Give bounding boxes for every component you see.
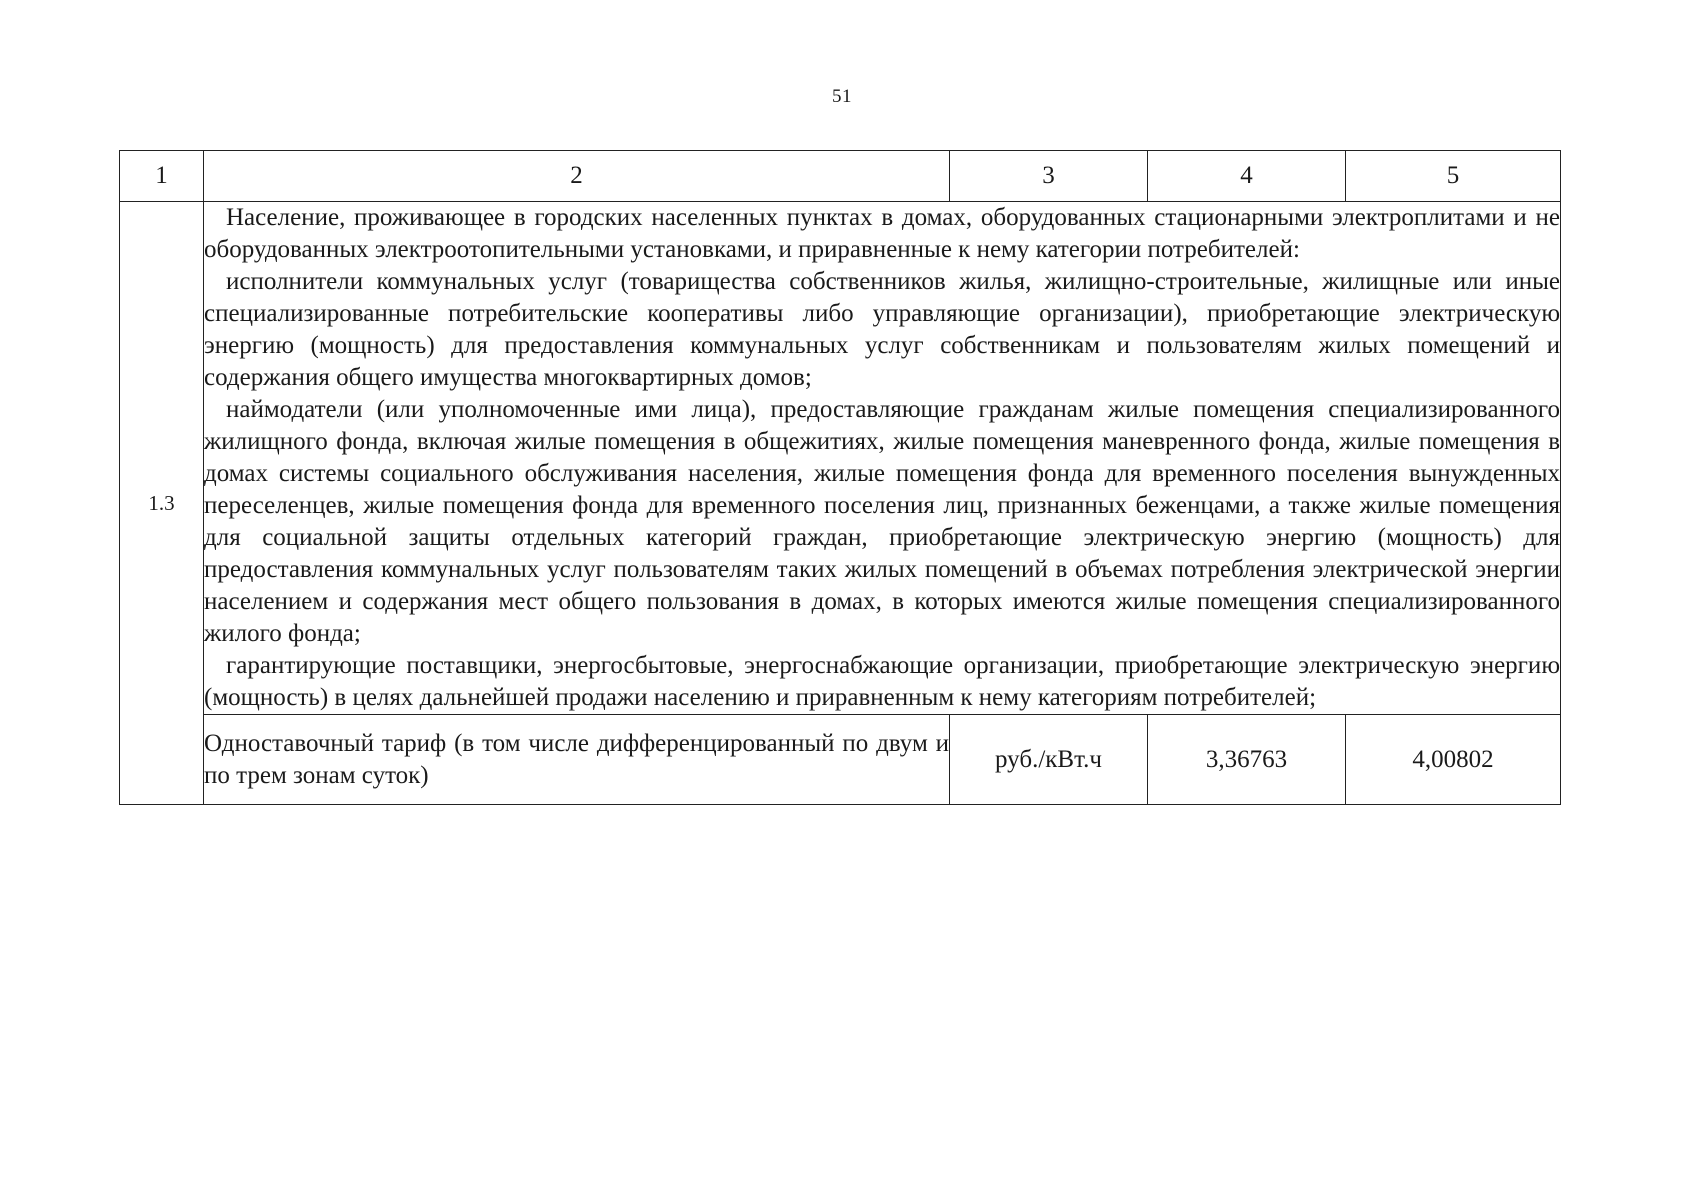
description-paragraph: Население, проживающее в городских населенных пунктах в домах, оборудованных стационарными электроплитами и не оборудованных электроотопительными установками, и приравненные к нему категории потребителей: — [204, 204, 1560, 263]
tariff-value-col5: 4,00802 — [1346, 715, 1561, 805]
tariff-unit: руб./кВт.ч — [950, 715, 1148, 805]
table-row-tariff — [120, 715, 1561, 805]
consumer-description — [204, 202, 1561, 715]
header-col-3: 3 — [950, 151, 1148, 202]
tariff-name: Одноставочный тариф (в том числе дифференцированный по двум и по трем зонам суток) — [204, 715, 950, 805]
header-col-5: 5 — [1346, 151, 1561, 202]
header-col-4: 4 — [1148, 151, 1346, 202]
table-row-description — [120, 202, 1561, 715]
description-paragraph: наймодатели (или уполномоченные ими лица), предоставляющие гражданам жилые помещения специализированного жилищного фонда, включая жилые помещения в общежитиях, жилые помещения маневренного фонда, жилые помещения в домах системы социального обслуживания населения, жилые помещения фонда для временного поселения вынужденных переселенцев, жилые помещения фонда для временного поселения лиц, признанных беженцами, а также жилые помещения для социальной защиты отдельных категорий граждан, приобретающие электрическую энергию (мощность) для предоставления коммунальных услуг пользователям таких жилых помещений в объемах потребления электрической энергии населением и содержания мест общего пользования в домах, в которых имеются жилые помещения специализированного жилого фонда; — [204, 396, 1560, 647]
row-number: 1.3 — [120, 202, 204, 805]
header-col-2: 2 — [204, 151, 950, 202]
description-paragraph: исполнители коммунальных услуг (товарищества собственников жилья, жилищно-строительные, жилищные или иные специализированные потребительские кооперативы либо управляющие организации), приобретающие электрическую энергию (мощность) для предоставления коммунальных услуг собственникам и пользователям жилых помещений и содержания общего имущества многоквартирных домов; — [204, 268, 1560, 391]
tariff-table — [119, 150, 1561, 805]
page-number: 51 — [832, 86, 852, 107]
table-header-row — [120, 151, 1561, 202]
tariff-value-col4: 3,36763 — [1148, 715, 1346, 805]
header-col-1: 1 — [120, 151, 204, 202]
description-paragraph: гарантирующие поставщики, энергосбытовые, энергоснабжающие организации, приобретающие электрическую энергию (мощность) в целях дальнейшей продажи населению и приравненным к нему категориям потребителей; — [204, 652, 1560, 711]
